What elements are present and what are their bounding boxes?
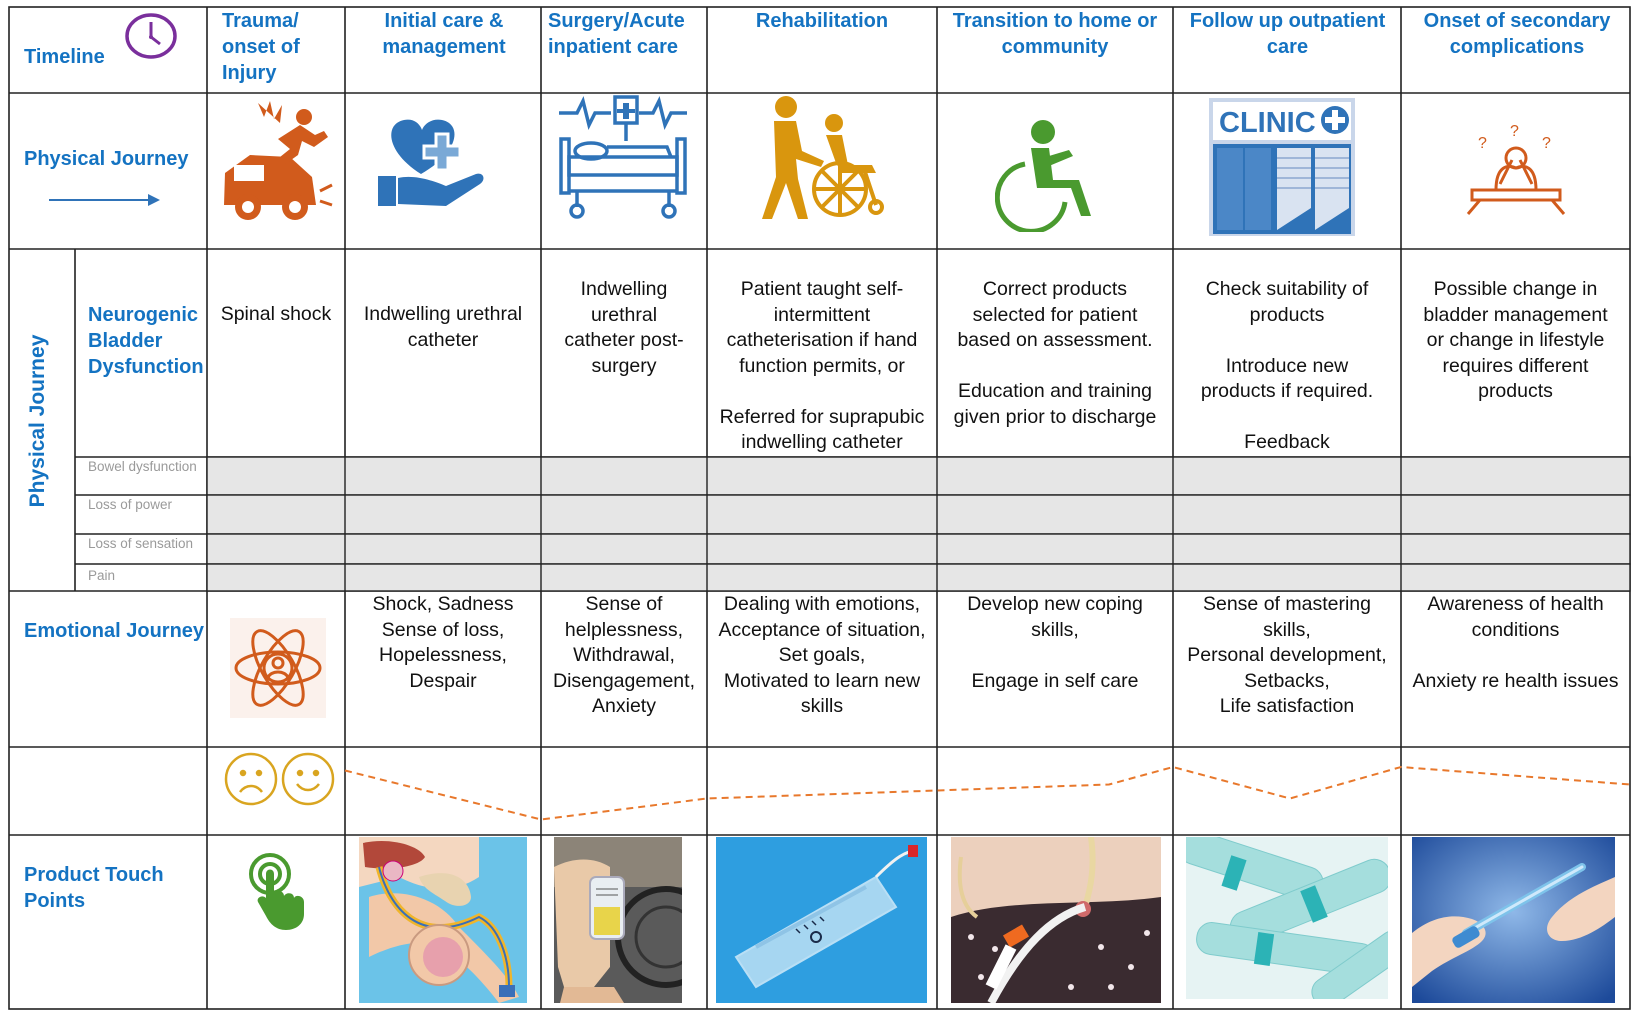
wheelchair-user-icon — [995, 118, 1093, 232]
emotion-cell-secondary: Awareness of health conditions Anxiety re health issues — [1412, 593, 1619, 692]
svg-text:?: ? — [1542, 135, 1551, 152]
emotion-cell-initial-care: Shock, Sadness Sense of loss, Hopelessness, Despair — [372, 593, 514, 692]
physical-journey-vertical-label: Physical Journey — [26, 334, 49, 508]
bladder-cell-trauma: Spinal shock — [220, 303, 332, 325]
catheter-tubes-photo — [1186, 837, 1388, 999]
sad-happy-faces-icon — [224, 752, 336, 808]
svg-text:?: ? — [1510, 124, 1519, 140]
sub-row-label-pain: Pain — [88, 568, 116, 583]
anatomy-catheter-photo — [359, 837, 527, 1003]
leg-bag-wheelchair-photo — [554, 837, 682, 1003]
svg-text:?: ? — [1478, 135, 1487, 152]
bladder-cell-initial-care: Indwelling urethral catheter — [363, 303, 523, 351]
product-touch-points-row-header: Product Touch Points — [24, 864, 164, 912]
bladder-cell-secondary: Possible change in bladder management or change in lifestyle requires different products — [1423, 278, 1608, 402]
suprapubic-catheter-photo — [951, 837, 1161, 1003]
timeline-row-header: Timeline — [24, 46, 105, 68]
heart-in-hand-icon — [376, 112, 486, 212]
touch-finger-icon — [246, 850, 310, 930]
arrow-right-icon — [48, 192, 162, 208]
clinic-building-icon — [1207, 96, 1357, 238]
bladder-cell-rehabilitation: Patient taught self- intermittent catheterisation if hand function permits, or Referred for suprapubic indwelling catheter — [719, 278, 925, 453]
sub-row-label-sensation: Loss of sensation — [88, 536, 194, 551]
neurogenic-bladder-row-header: Neurogenic Bladder Dysfunction — [88, 304, 204, 378]
stage-title-initial-care: Initial care & management — [382, 10, 506, 58]
stage-title-transition: Transition to home or community — [952, 10, 1158, 58]
stage-title-rehabilitation: Rehabilitation — [755, 10, 889, 32]
wheelchair-assist-icon — [752, 95, 890, 221]
stage-title-secondary: Onset of secondary complications — [1423, 10, 1611, 58]
hospital-bed-icon — [557, 95, 689, 221]
sub-row-label-bowel: Bowel dysfunction — [88, 459, 197, 474]
clinic-sign-text: CLINIC — [1219, 107, 1316, 139]
atom-person-icon — [230, 618, 326, 718]
emotion-cell-transition: Develop new coping skills, Engage in self care — [967, 593, 1143, 692]
emotion-cell-surgery: Sense of helplessness, Withdrawal, Disengagement, Anxiety — [552, 593, 695, 717]
bladder-cell-transition: Correct products selected for patient based on assessment. Education and training given prior to discharge — [953, 278, 1157, 428]
stage-title-surgery: Surgery/Acute inpatient care — [548, 10, 685, 58]
emotional-journey-row-header: Emotional Journey — [24, 620, 205, 642]
clock-icon — [124, 12, 178, 60]
bladder-cell-follow-up: Check suitability of products Introduce new products if required. Feedback — [1200, 278, 1374, 453]
sub-row-label-power: Loss of power — [88, 497, 173, 512]
emotion-cell-rehabilitation: Dealing with emotions, Acceptance of situation, Set goals, Motivated to learn new skills — [718, 593, 926, 717]
stage-title-follow-up: Follow up outpatient care — [1189, 10, 1386, 58]
bladder-cell-surgery: Indwelling urethral catheter post- surgery — [564, 278, 684, 377]
physical-journey-row-header: Physical Journey — [24, 148, 189, 170]
car-crash-icon — [220, 95, 336, 227]
worried-person-icon — [1462, 124, 1570, 220]
hands-catheter-photo — [1412, 837, 1615, 1003]
stage-title-trauma: Trauma/ onset of Injury — [222, 10, 300, 84]
emotion-cell-follow-up: Sense of mastering skills, Personal development, Setbacks, Life satisfaction — [1187, 593, 1387, 717]
catheter-pack-photo — [716, 837, 927, 1003]
